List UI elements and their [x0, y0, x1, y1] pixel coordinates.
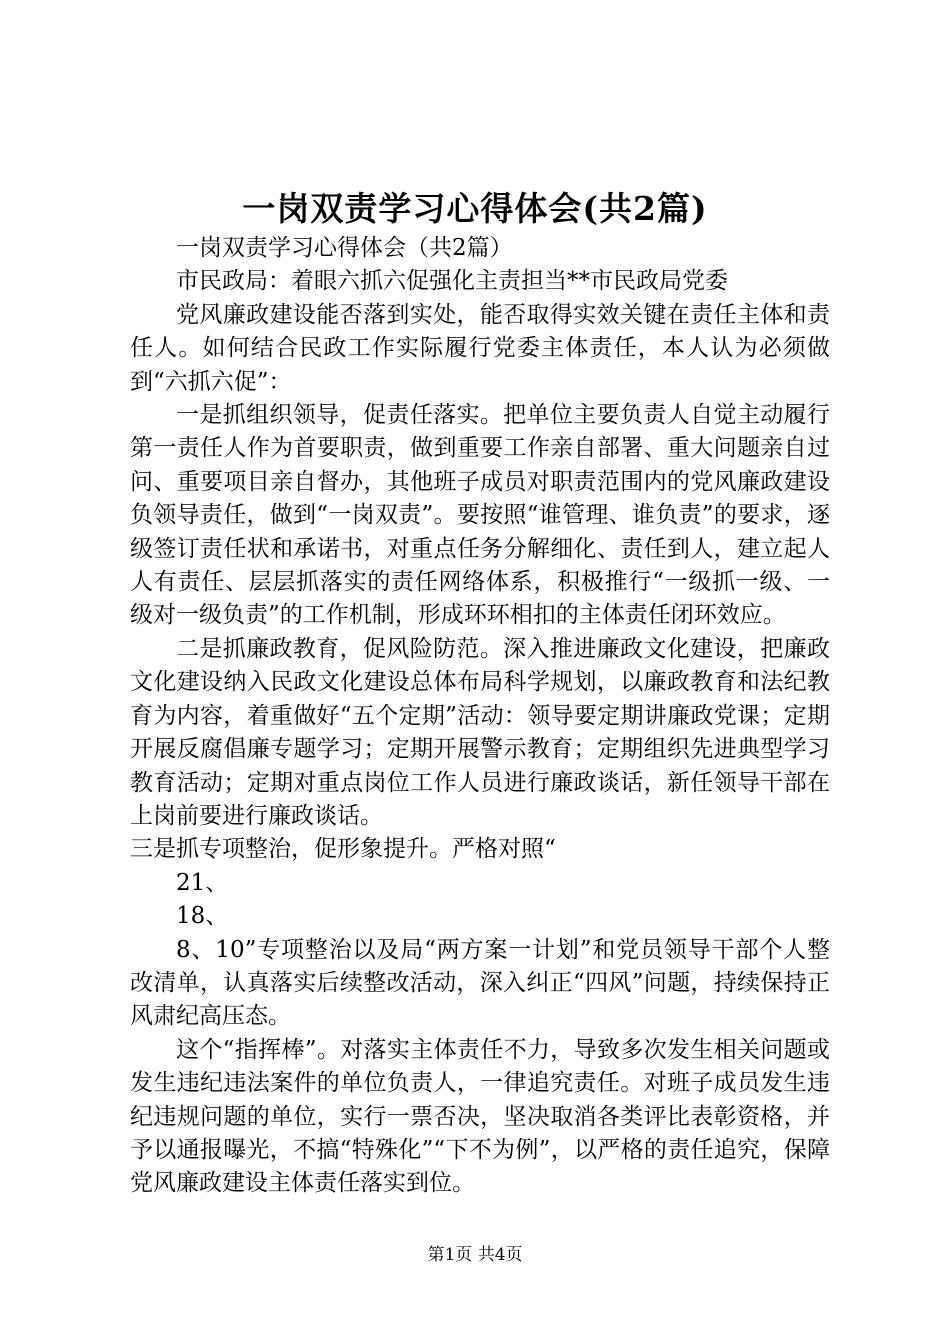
paragraph-fragment-18: 18、: [176, 903, 229, 930]
paragraph-author-line: 市民政局：着眼六抓六促强化主责担当**市民政局党委: [176, 268, 728, 295]
paragraph-accountability: 这个“指挥棒”。对落实主体责任不力，导致多次发生相关问题或发生违纪违法案件的单位负责人，一律追究责任。对班子成员发生违纪违规问题的单位，实行一票否决，坚决取消各类评比表彰资格，并予以通报曝光，不搞“特殊化”“下不为例”，以严格的责任追究，保障党风廉政建设主体责任落实到位。: [130, 1036, 830, 1197]
paragraph-fragment-21: 21、: [176, 869, 229, 896]
paragraph-intro: 党风廉政建设能否落到实处，能否取得实效关键在责任主体和责任人。如何结合民政工作实际履行党委主体责任，本人认为必须做到“六抓六促”：: [130, 301, 830, 395]
document-title: 一岗双责学习心得体会(共2篇): [242, 189, 708, 228]
paragraph-point-three: 三是抓专项整治，促形象提升。严格对照“: [130, 836, 556, 863]
paragraph-subtitle: 一岗双责学习心得体会（共2篇）: [176, 235, 513, 261]
paragraph-point-two: 二是抓廉政教育，促风险防范。深入推进廉政文化建设，把廉政文化建设纳入民政文化建设总体布局科学规划，以廉政教育和法纪教育为内容，着重做好“五个定期”活动：领导要定期讲廉政党课；定期开展反腐倡廉专题学习；定期开展警示教育；定期组织先进典型学习教育活动；定期对重点岗位工作人员进行廉政谈话，新任领导干部在上岗前要进行廉政谈话。: [130, 635, 830, 829]
paragraph-rectification: 8、10”专项整治以及局“两方案一计划”和党员领导干部个人整改清单，认真落实后续整改活动，深入纠正“四风”问题，持续保持正风肃纪高压态。: [130, 936, 830, 1030]
page-footer: 第1页 共4页: [427, 1245, 523, 1265]
paragraph-point-one: 一是抓组织领导，促责任落实。把单位主要负责人自觉主动履行第一责任人作为首要职责，做到重要工作亲自部署、重大问题亲自过问、重要项目亲自督办，其他班子成员对职责范围内的党风廉政建设负领导责任，做到“一岗双责”。要按照“谁管理、谁负责”的要求，逐级签订责任状和承诺书，对重点任务分解细化、责任到人，建立起人人有责任、层层抓落实的责任网络体系，积极推行“一级抓一级、一级对一级负责”的工作机制，形成环环相扣的主体责任闭环效应。: [130, 402, 830, 629]
document-body: [130, 232, 830, 1201]
